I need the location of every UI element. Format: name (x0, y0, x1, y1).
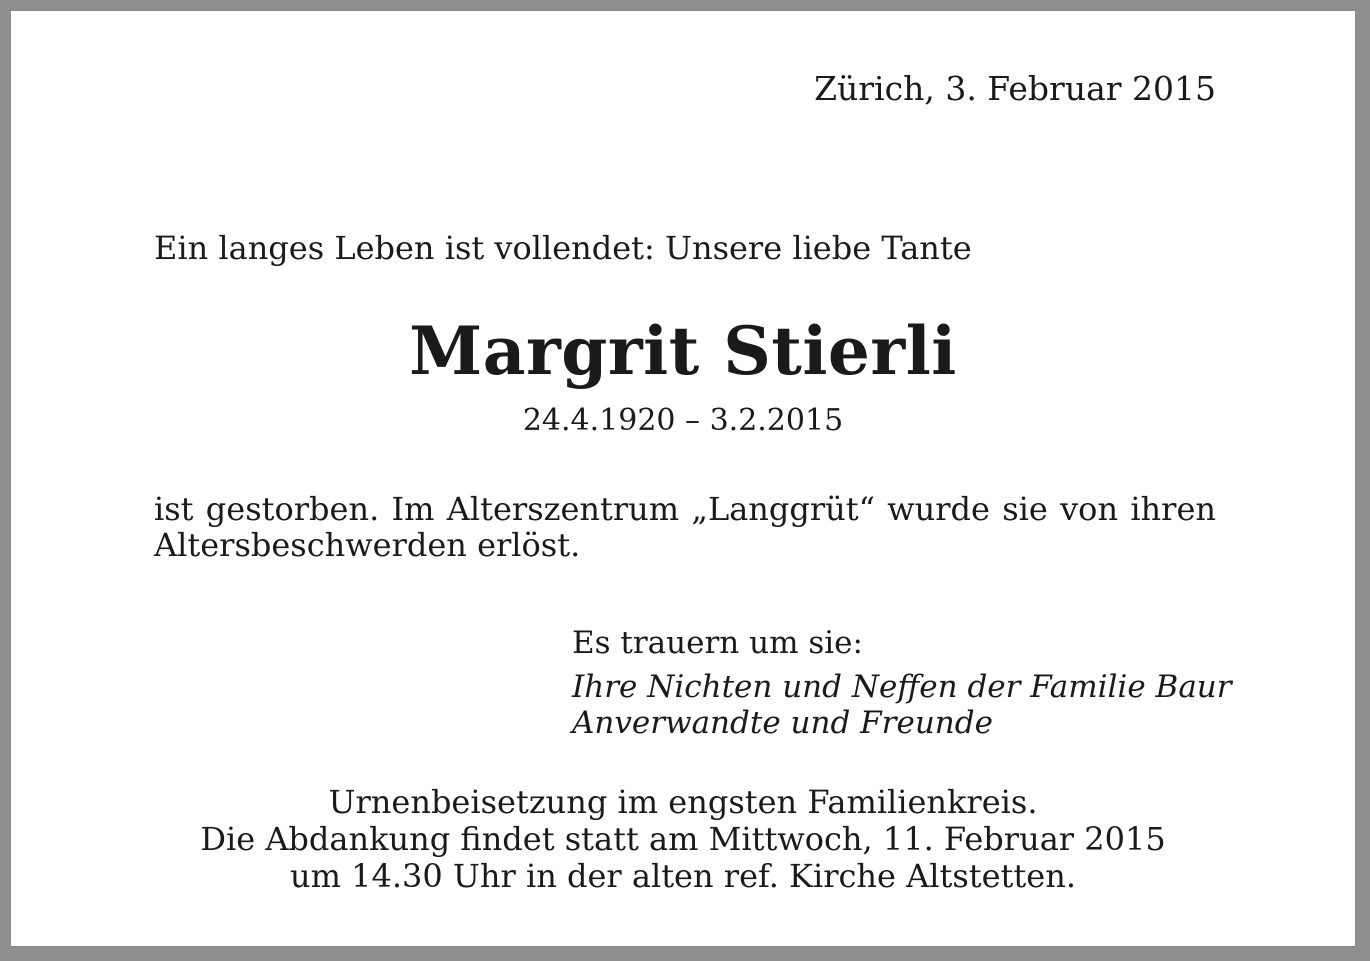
mourners-block (572, 623, 1232, 741)
mourner-line: Anverwandte und Freunde (572, 705, 993, 741)
deceased-name: Margrit Stierli (409, 312, 957, 390)
ceremony-line: Die Abdankung findet statt am Mittwoch, 11. Februar 2015 (200, 820, 1166, 858)
ceremony-notice (11, 784, 1355, 895)
ceremony-line: Urnenbeisetzung im engsten Familienkreis. (328, 783, 1038, 821)
place-date: Zürich, 3. Februar 2015 (814, 69, 1216, 108)
body-text: ist gestorben. Im Alterszentrum „Langgrüt“ wurde sie von ihren Altersbeschwerden erlöst. (154, 490, 1216, 564)
mourners-heading: Es trauern um sie: (572, 625, 863, 661)
obituary-page (11, 11, 1355, 946)
mourner-line: Ihre Nichten und Neffen der Familie Baur (572, 669, 1232, 705)
life-dates: 24.4.1920 – 3.2.2015 (522, 403, 844, 438)
ceremony-line: um 14.30 Uhr in der alten ref. Kirche Altstetten. (290, 857, 1076, 895)
intro-text: Ein langes Leben ist vollendet: Unsere liebe Tante (154, 229, 972, 267)
